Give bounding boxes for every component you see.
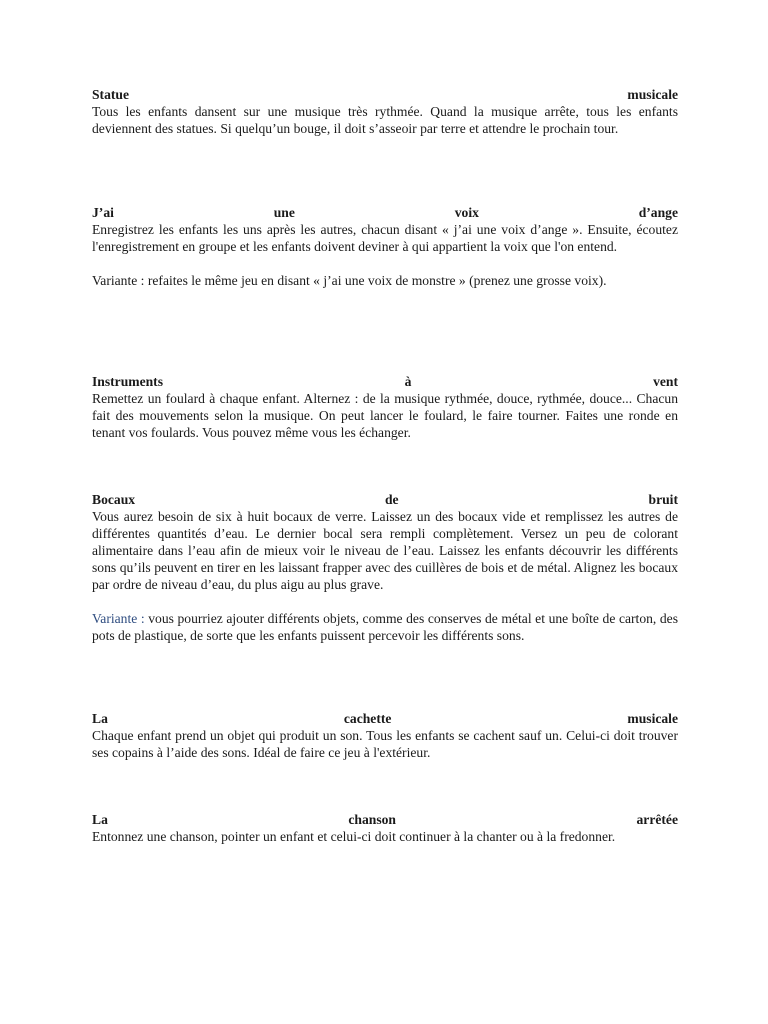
section-instruments-vent [92,373,678,441]
title-word: vent [653,374,678,389]
section-title [92,86,678,103]
section-paragraph: Tous les enfants dansent sur une musique très rythmée. Quand la musique arrête, tous les enfants deviennent des statues. Si quelqu’un bouge, il doit s’asseoir par terre et attendre le prochain tour. [92,104,678,136]
title-word: une [273,205,295,220]
section-title [92,710,678,727]
title-word: J’ai [92,205,114,220]
title-word: chanson [348,812,396,827]
section-title [92,204,678,221]
title-word: de [385,492,399,507]
section-paragraph: Entonnez une chanson, pointer un enfant et celui-ci doit continuer à la chanter ou à la fredonner. [92,829,616,844]
title-word: à [404,374,412,389]
section-paragraph: Enregistrez les enfants les uns après les autres, chacun disant « j’ai une voix d’ange ». Ensuite, écoutez l'enregistrement en groupe et les enfants doivent deviner à qui appartient la voix que l'on entend. [92,222,678,254]
title-word: Bocaux [92,492,136,507]
title-word: d’ange [638,205,678,220]
title-word: arrêtée [636,812,678,827]
title-word: cachette [343,711,392,726]
section-voix-ange [92,204,678,289]
section-paragraph: Chaque enfant prend un objet qui produit un son. Tous les enfants se cachent sauf un. Celui-ci doit trouver ses copains à l’aide des sons. Idéal de faire ce jeu à l'extérieur. [92,728,678,760]
title-word: bruit [648,492,678,507]
section-title [92,373,678,390]
variante-paragraph: Variante : refaites le même jeu en disant « j’ai une voix de monstre » (prenez une grosse voix). [92,273,607,288]
title-word: voix [454,205,479,220]
variante-paragraph [92,610,678,644]
title-word: musicale [627,87,678,102]
section-bocaux-bruit [92,491,678,644]
section-title [92,491,678,508]
title-word: La [92,711,108,726]
title-word: musicale [627,711,678,726]
title-word: La [92,812,108,827]
section-chanson-arretee [92,811,678,845]
section-cachette-musicale [92,710,678,761]
section-paragraph: Remettez un foulard à chaque enfant. Alternez : de la musique rythmée, douce, rythmée, douce... Chacun fait des mouvements selon la musique. On peut lancer le foulard, le faire tourner. Faites une ronde en tenant vos foulards. Vous pouvez même vous les échanger. [92,391,678,440]
title-word: Instruments [92,374,163,389]
section-title [92,811,678,828]
variante-text: vous pourriez ajouter différents objets, comme des conserves de métal et une boîte de carton, des pots de plastique, de sorte que les enfants puissent percevoir les différents sons. [92,611,679,643]
section-statue-musicale [92,86,678,137]
section-paragraph: Vous aurez besoin de six à huit bocaux de verre. Laissez un des bocaux vide et remplissez les autres de différentes quantités d’eau. Le dernier bocal sera rempli complètement. Versez un peu de colorant alimentaire dans l’eau afin de mieux voir le niveau de l’eau. Laissez les enfants découvrir les différents sons qu’ils peuvent en tirer en les laissant frapper avec des cuillères de bois et de métal. Alignez les bocaux par ordre de niveau d’eau, du plus aigu au plus grave. [92,509,678,592]
variante-label: Variante : [92,611,145,626]
title-word: Statue [92,87,130,102]
